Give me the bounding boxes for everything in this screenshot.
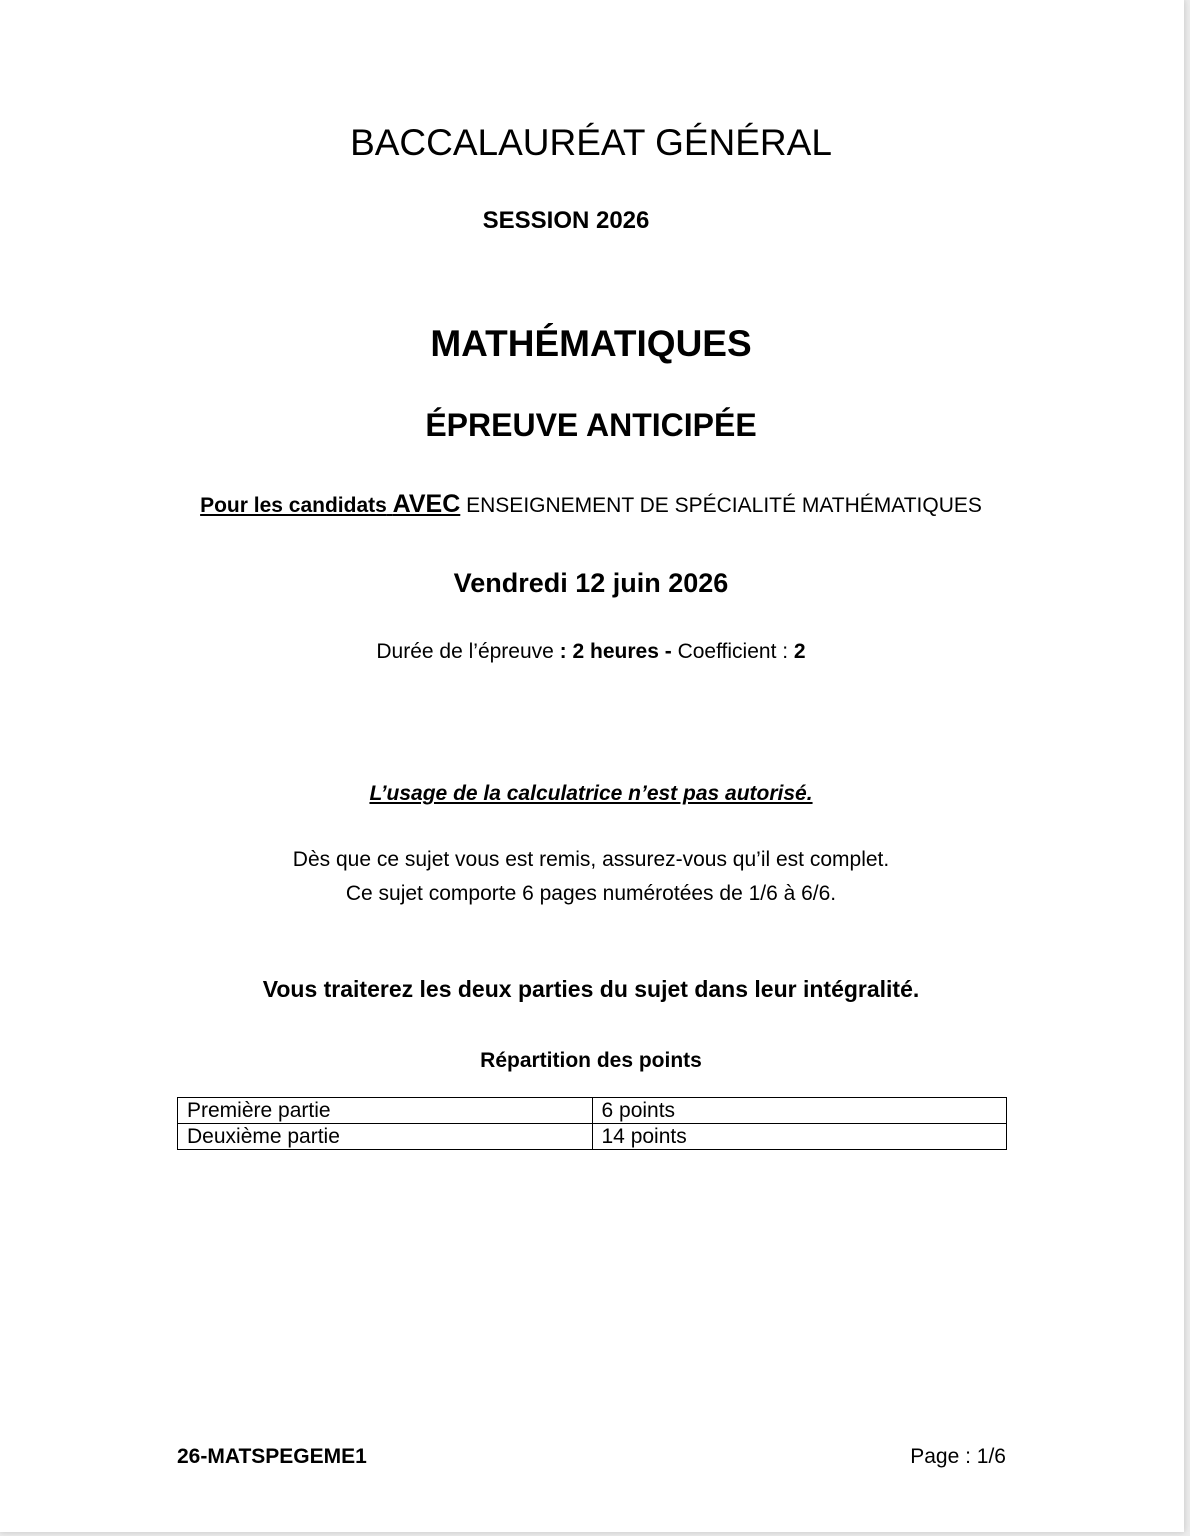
page-number: Page : 1/6 — [910, 1445, 1006, 1468]
subject-code: 26-MATSPEGEME1 — [177, 1445, 367, 1468]
candidates-suffix: ENSEIGNEMENT DE SPÉCIALITÉ MATHÉMATIQUES — [466, 494, 982, 517]
candidates-prefix: Pour les candidats AVEC — [200, 490, 461, 518]
table-row — [178, 1098, 1007, 1124]
avec-label: AVEC — [392, 490, 461, 518]
coefficient-label: Coefficient : — [677, 640, 789, 663]
duration-label: Durée de l’épreuve — [376, 640, 554, 663]
treat-all-notice: Vous traiterez les deux parties du sujet dans leur intégralité. — [262, 976, 920, 1002]
points-table — [177, 1097, 1007, 1150]
duration-value: : 2 heures - — [559, 640, 672, 663]
calculator-notice: L’usage de la calculatrice n’est pas autorisé. — [369, 782, 813, 805]
duration-line — [376, 640, 805, 664]
candidates-line — [200, 490, 982, 519]
table-row — [178, 1124, 1007, 1150]
part-cell: Deuxième partie — [178, 1124, 593, 1150]
points-heading: Répartition des points — [480, 1049, 702, 1072]
points-cell: 14 points — [592, 1124, 1007, 1150]
session-label: SESSION 2026 — [482, 207, 650, 234]
coefficient-value: 2 — [793, 640, 806, 663]
exam-title: BACCALAURÉAT GÉNÉRAL — [350, 122, 832, 163]
part-cell: Première partie — [178, 1098, 593, 1124]
exam-date: Vendredi 12 juin 2026 — [453, 568, 729, 598]
exam-type-title: ÉPREUVE ANTICIPÉE — [425, 407, 757, 443]
subject-title: MATHÉMATIQUES — [430, 323, 752, 364]
completeness-notice: Dès que ce sujet vous est remis, assurez-vous qu’il est complet. — [292, 848, 890, 871]
page-count-notice: Ce sujet comporte 6 pages numérotées de 1/6 à 6/6. — [345, 882, 837, 905]
points-cell: 6 points — [592, 1098, 1007, 1124]
